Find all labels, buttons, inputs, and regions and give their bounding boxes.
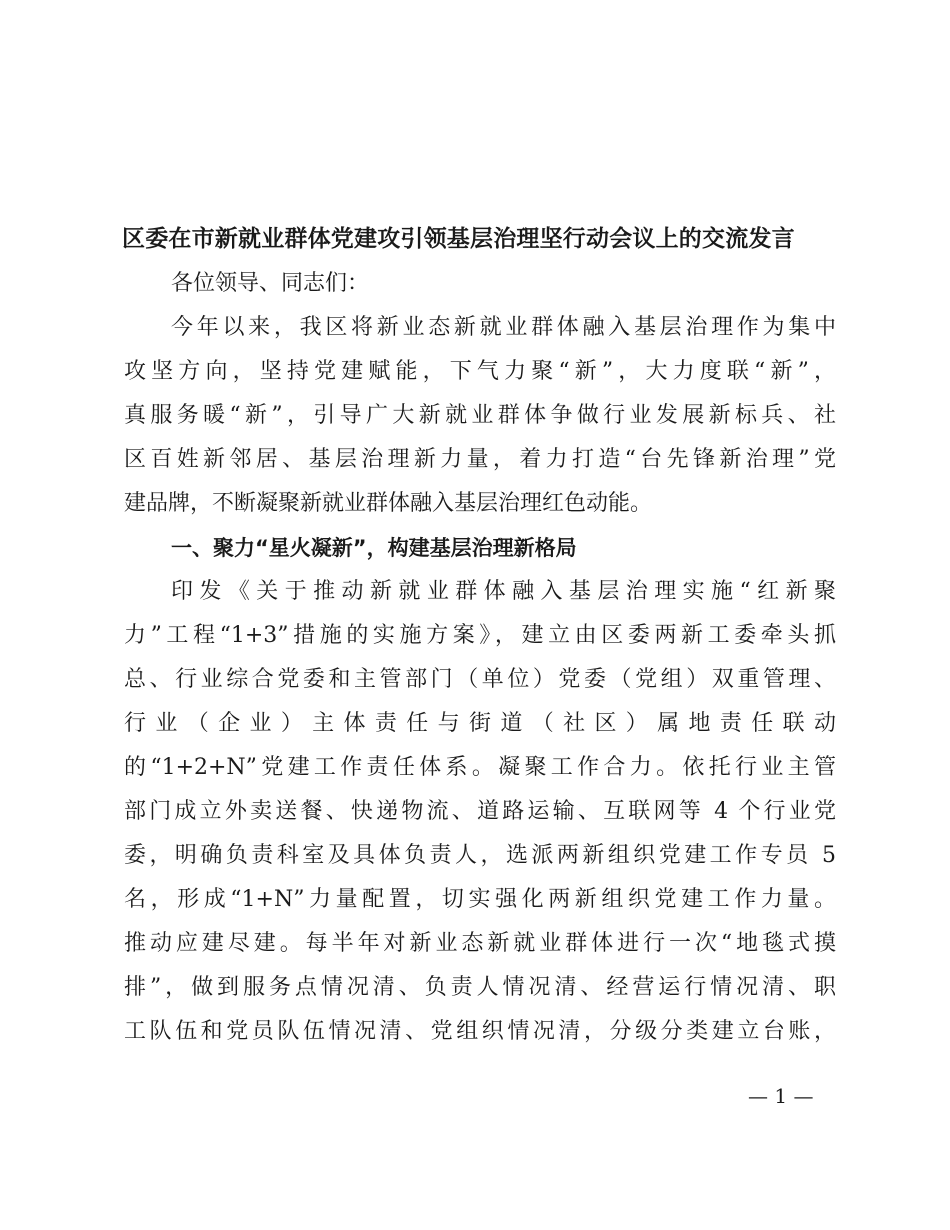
paragraph-line: 总、行业综合党委和主管部门（单位）党委（党组）双重管理、 [124,667,836,692]
paragraph-line: 力”工程“1+3”措施的实施方案》，建立由区委两新工委牵头抓 [124,623,836,648]
section-heading: 一、聚力“星火凝新”，构建基层治理新格局 [171,536,577,560]
paragraph-line: 区百姓新邻居、基层治理新力量，着力打造“台先锋新治理”党 [124,447,836,472]
paragraph-line: 行业（企业）主体责任与街道（社区）属地责任联动 [124,711,836,736]
salutation: 各位领导、同志们： [171,271,370,296]
document-body [124,262,836,1054]
section1-paragraph [124,570,836,1054]
paragraph-line: 真服务暖“新”，引导广大新就业群体争做行业发展新标兵、社 [124,403,836,428]
page-number: — 1 — [748,1084,814,1108]
paragraph-line: 推动应建尽建。每半年对新业态新就业群体进行一次“地毯式摸 [124,931,836,956]
paragraph-line: 的“1+2+N”党建工作责任体系。凝聚工作合力。依托行业主管 [124,755,836,780]
paragraph-line: 工队伍和党员队伍情况清、党组织情况清，分级分类建立台账， [124,1019,836,1044]
paragraph-line: 印发《关于推动新就业群体融入基层治理实施“红新聚 [171,579,836,604]
paragraph-line: 名，形成“1+N”力量配置，切实强化两新组织党建工作力量。 [124,887,836,912]
paragraph-line: 委，明确负责科室及具体负责人，选派两新组织党建工作专员 5 [124,843,836,868]
paragraph-line: 建品牌，不断凝聚新就业群体融入基层治理红色动能。 [124,491,653,516]
document-title: 区委在市新就业群体党建攻引领基层治理坚行动会议上的交流发言 [122,225,795,252]
paragraph-line: 今年以来，我区将新业态新就业群体融入基层治理作为集中 [171,315,836,340]
intro-paragraph [124,306,836,526]
paragraph-line: 攻坚方向，坚持党建赋能，下气力聚“新”，大力度联“新”， [124,359,836,384]
paragraph-line: 部门成立外卖送餐、快递物流、道路运输、互联网等 4 个行业党 [124,799,836,824]
paragraph-line: 排”，做到服务点情况清、负责人情况清、经营运行情况清、职 [124,975,836,1000]
